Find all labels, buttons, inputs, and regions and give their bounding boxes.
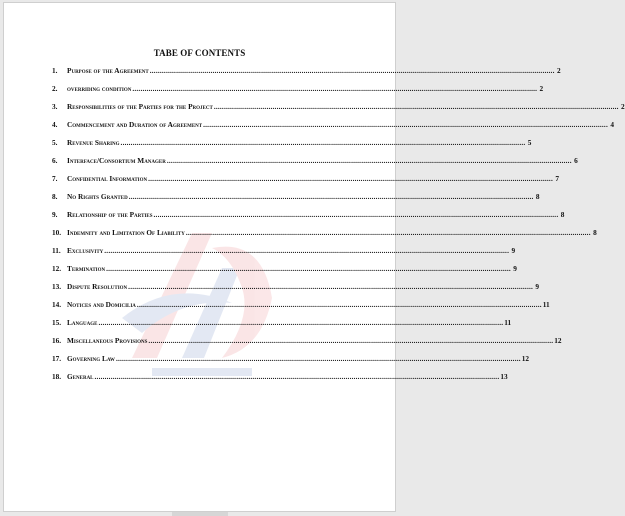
toc-entry-page: 5 — [527, 138, 532, 147]
toc-entry[interactable] — [52, 102, 625, 120]
toc-entry-title: Purpose of the Agreement — [67, 66, 149, 75]
toc-dot-leader — [116, 354, 521, 363]
toc-entry-title: Interface/Consortium Manager — [67, 156, 166, 165]
toc-entry-number: 13. — [52, 282, 62, 291]
toc-entry[interactable] — [52, 246, 516, 264]
toc-entry-page: 12 — [521, 354, 530, 363]
toc-dot-leader — [132, 84, 537, 93]
toc-entry-title: Termination — [67, 264, 106, 273]
toc-entry-page: 2 — [621, 102, 625, 111]
toc-entry-number: 18. — [52, 372, 62, 381]
toc-entry-page: 11 — [504, 318, 512, 327]
toc-entry-title: Relationship of the Parties — [67, 210, 153, 219]
toc-entry-number: 15. — [52, 318, 62, 327]
toc-dot-leader — [154, 210, 559, 219]
toc-entry[interactable] — [52, 372, 508, 390]
toc-entry-page: 2 — [539, 84, 544, 93]
toc-entry-number: 3. — [52, 102, 58, 111]
toc-entry-title: General — [67, 372, 94, 381]
toc-dot-leader — [106, 264, 511, 273]
toc-entry[interactable] — [52, 138, 532, 156]
toc-entry-page: 9 — [535, 282, 540, 291]
toc-entry-page: 7 — [555, 174, 559, 183]
toc-entry[interactable] — [52, 66, 561, 84]
toc-dot-leader — [167, 156, 572, 165]
toc-entry[interactable] — [52, 318, 512, 336]
toc-entry-page: 8 — [560, 210, 565, 219]
toc-entry-title: Responsibilities of the Parties for the Project — [67, 102, 213, 111]
toc-entry-number: 17. — [52, 354, 62, 363]
toc-entry-number: 6. — [52, 156, 58, 165]
toc-entry-number: 4. — [52, 120, 58, 129]
toc-entry-page: 4 — [610, 120, 614, 129]
toc-title: TABE OF CONTENTS — [153, 48, 246, 58]
toc-entry[interactable] — [52, 300, 550, 318]
toc-entry[interactable] — [52, 174, 559, 192]
toc-dot-leader — [128, 282, 533, 291]
toc-entry-number: 11. — [52, 246, 61, 255]
toc-dot-leader — [148, 336, 553, 345]
toc-entry-title: Confidential Information — [67, 174, 148, 183]
toc-entry-title: Dispute Resolution — [67, 282, 128, 291]
toc-dot-leader — [129, 192, 534, 201]
page-scroll-indicator[interactable] — [172, 512, 228, 516]
toc-entry-number: 14. — [52, 300, 62, 309]
toc-dot-leader — [203, 120, 608, 129]
toc-entry-title: overriding condition — [67, 84, 132, 93]
toc-entry[interactable] — [52, 282, 540, 300]
toc-entry[interactable] — [52, 156, 578, 174]
toc-entry[interactable] — [52, 120, 614, 138]
toc-entry-number: 2. — [52, 84, 58, 93]
toc-entry-title: No Rights Granted — [67, 192, 128, 201]
toc-entry[interactable] — [52, 84, 544, 102]
toc-entry-page: 9 — [513, 264, 517, 273]
toc-dot-leader — [95, 372, 500, 381]
toc-dot-leader — [98, 318, 503, 327]
toc-entry-number: 7. — [52, 174, 58, 183]
toc-entry-number: 12. — [52, 264, 62, 273]
toc-dot-leader — [121, 138, 526, 147]
toc-entry-number: 5. — [52, 138, 58, 147]
toc-entry[interactable] — [52, 354, 530, 372]
toc-entry-page: 12 — [554, 336, 562, 345]
toc-entry-number: 16. — [52, 336, 62, 345]
toc-dot-leader — [104, 246, 509, 255]
toc-entry-title: Revenue Sharing — [67, 138, 120, 147]
toc-entry[interactable] — [52, 210, 565, 228]
toc-dot-leader — [186, 228, 591, 237]
toc-entry-title: Governing Law — [67, 354, 115, 363]
toc-dot-leader — [137, 300, 542, 309]
toc-entry-number: 10. — [52, 228, 62, 237]
toc-entry-page: 8 — [593, 228, 597, 237]
toc-entry-title: Language — [67, 318, 98, 327]
table-of-contents — [52, 66, 625, 390]
toc-dot-leader — [214, 102, 619, 111]
toc-entry-page: 9 — [511, 246, 516, 255]
toc-entry-page: 2 — [556, 66, 561, 75]
toc-entry-number: 8. — [52, 192, 58, 201]
toc-entry-page: 11 — [542, 300, 550, 309]
toc-dot-leader — [148, 174, 553, 183]
toc-entry-title: Notices and Domicilia — [67, 300, 136, 309]
toc-entry[interactable] — [52, 264, 517, 282]
toc-entry-page: 6 — [574, 156, 578, 165]
toc-entry-page: 13 — [500, 372, 508, 381]
toc-entry-page: 8 — [535, 192, 540, 201]
toc-entry-title: Miscellaneous Provisions — [67, 336, 148, 345]
toc-entry[interactable] — [52, 228, 597, 246]
toc-entry-title: Exclusivity — [67, 246, 104, 255]
document-page — [3, 2, 625, 512]
toc-dot-leader — [150, 66, 555, 75]
toc-entry-title: Indemnity and Limitation Of Liability — [67, 228, 185, 237]
toc-entry-title: Commencement and Duration of Agreement — [67, 120, 203, 129]
toc-entry-number: 9. — [52, 210, 58, 219]
toc-entry[interactable] — [52, 192, 540, 210]
toc-entry[interactable] — [52, 336, 562, 354]
toc-entry-number: 1. — [52, 66, 58, 75]
